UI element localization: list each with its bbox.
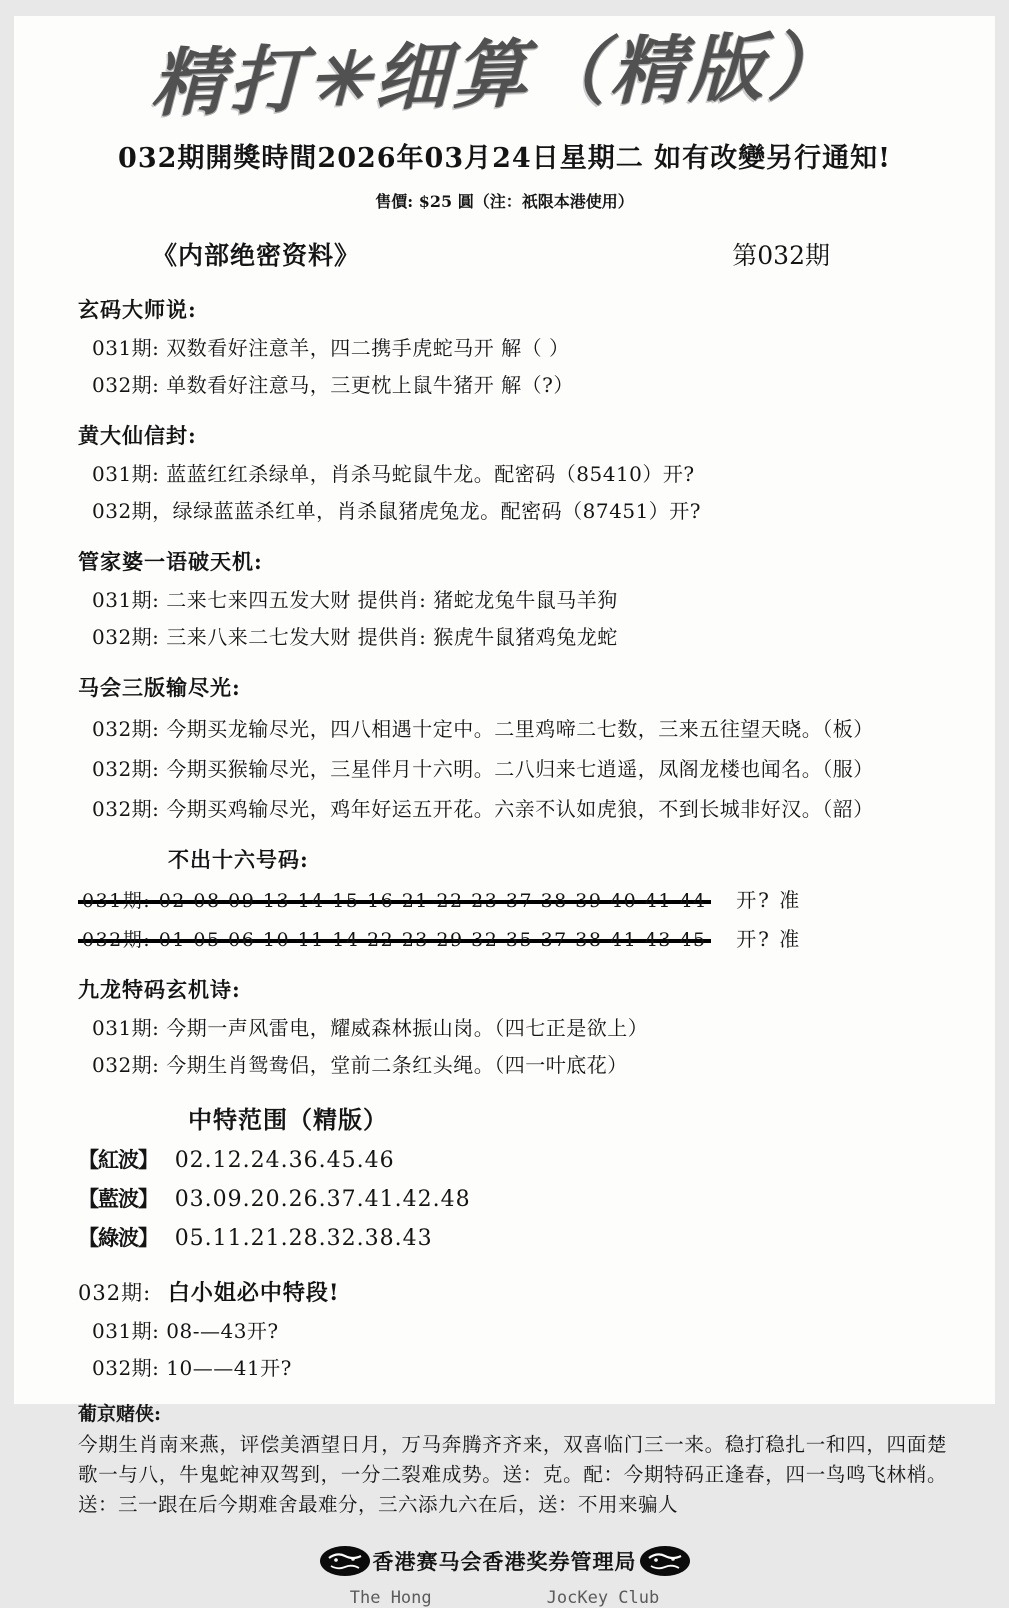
wave-numbers: 05.11.21.28.32.38.43 <box>174 1226 433 1251</box>
jockey-club-logo-icon <box>319 1544 371 1578</box>
section-pujing-gambler <box>78 1399 955 1520</box>
section-housekeeper <box>78 546 955 650</box>
struck-number-row <box>78 884 955 913</box>
tip-line: 032期: 今期买龙输尽光，四八相遇十定中。二里鸡啼二七数，三来五往望天晓。（板） <box>92 717 874 741</box>
footer-english-left: The Hong <box>349 1588 432 1608</box>
tip-line: 031期: 蓝蓝红红杀绿单，肖杀马蛇鼠牛龙。配密码（85410）开? <box>92 462 695 486</box>
struck-numbers: 031期: 02 08 09 13 14 15 16 21 22 23 37 38 39 40 41 44 <box>78 890 711 912</box>
section-title: 葡京赌侠: <box>78 1403 162 1425</box>
doc-title-row <box>152 236 830 272</box>
section-title: 玄码大师说: <box>78 297 197 322</box>
row-result: 开? 准 <box>736 927 802 951</box>
section-title: 不出十六号码: <box>168 847 309 872</box>
wave-label: 【紅波】 <box>78 1147 158 1172</box>
footer-organization: 香港赛马会香港奖券管理局 <box>372 1549 637 1574</box>
footer-english-row <box>14 1588 995 1608</box>
section-title: 九龙特码玄机诗: <box>78 977 241 1002</box>
section-kowloon-poem <box>78 974 955 1078</box>
tip-line: 032期: 10——41开? <box>92 1356 292 1380</box>
wave-row-red <box>78 1144 955 1174</box>
section-special-range <box>78 1100 955 1252</box>
wave-row-blue <box>78 1183 955 1213</box>
tip-line: 032期: 单数看好注意马，三更枕上鼠牛猪开 解（?） <box>92 373 574 397</box>
pujing-verse: 今期生肖南来燕，评偿美酒望日月，万马奔腾齐齐来，双喜临门三一来。稳打稳扎一和四，四面楚歌一与八，牛鬼蛇神双驾到，一分二裂难成势。送：克。配：今期特码正逢春，四一鸟鸣飞林梢。送：三一跟在后今期难舍最难分，三六添九六在后，送：不用来骗人 <box>78 1433 947 1516</box>
footer <box>14 1544 995 1608</box>
tip-line: 031期: 二来七来四五发大财 提供肖: 猪蛇龙兔牛鼠马羊狗 <box>92 588 618 612</box>
section-title: 中特范围（精版） <box>188 1105 388 1134</box>
tip-line: 031期: 今期一声风雷电，耀威森林振山岗。（四七正是欲上） <box>92 1016 649 1040</box>
section-jockey-three-editions <box>78 672 955 822</box>
wave-numbers: 02.12.24.36.45.46 <box>174 1148 395 1173</box>
bxj-title: 白小姐必中特段! <box>167 1280 340 1306</box>
wave-label: 【綠波】 <box>78 1225 158 1250</box>
lottery-tip-sheet-page <box>14 16 995 1608</box>
wave-row-green <box>78 1222 955 1252</box>
section-bai-xiao-jie <box>78 1276 955 1381</box>
section-xuanma-master <box>78 294 955 398</box>
section-title: 管家婆一语破天机: <box>78 549 263 574</box>
jockey-club-logo-icon <box>639 1544 691 1578</box>
wave-label: 【藍波】 <box>78 1186 158 1211</box>
issue-number: 第032期 <box>732 241 830 270</box>
tip-line: 032期: 三来八来二七发大财 提供肖: 猴虎牛鼠猪鸡兔龙蛇 <box>92 625 618 649</box>
section-title: 黄大仙信封: <box>78 423 197 448</box>
tip-line: 032期: 今期生肖鸳鸯侣，堂前二条红头绳。（四一叶底花） <box>92 1053 628 1077</box>
tip-line: 032期: 今期买猴输尽光，三星伴月十六明。二八归来七逍遥，凤阁龙楼也闻名。（服） <box>92 757 874 781</box>
footer-org-row <box>14 1544 995 1578</box>
struck-numbers: 032期: 01 05 06 10 11 14 22 23 29 32 35 37 38 41 43 45 <box>78 929 711 951</box>
section-wong-tai-sin <box>78 420 955 524</box>
bxj-issue-prefix: 032期: <box>78 1281 152 1305</box>
section-title: 马会三版输尽光: <box>78 675 241 700</box>
section-sixteen-numbers <box>78 844 955 952</box>
struck-number-row <box>78 923 955 952</box>
doc-title: 《内部绝密资料》 <box>152 241 361 270</box>
footer-english-right: JocKey Club <box>546 1588 660 1608</box>
tip-line: 032期: 今期买鸡输尽光，鸡年好运五开花。六亲不认如虎狼，不到长城非好汉。（韶） <box>92 797 874 821</box>
tip-line: 032期，绿绿蓝蓝杀红单，肖杀鼠猪虎兔龙。配密码（87451）开? <box>92 499 702 523</box>
masthead-art-title: 精打✳细算（精版） <box>145 22 864 128</box>
tip-line: 031期: 双数看好注意羊，四二携手虎蛇马开 解（ ） <box>92 336 570 360</box>
bxj-heading <box>78 1276 955 1307</box>
price-note: 售價: $25 圓（注：祇限本港使用） <box>375 192 634 211</box>
wave-numbers: 03.09.20.26.37.41.42.48 <box>174 1187 471 1212</box>
row-result: 开? 准 <box>736 888 802 912</box>
draw-date-notice: 032期開獎時間2026年03月24日星期二 如有改變另行通知! <box>118 143 891 174</box>
tip-line: 031期: 08-—43开? <box>92 1319 279 1343</box>
